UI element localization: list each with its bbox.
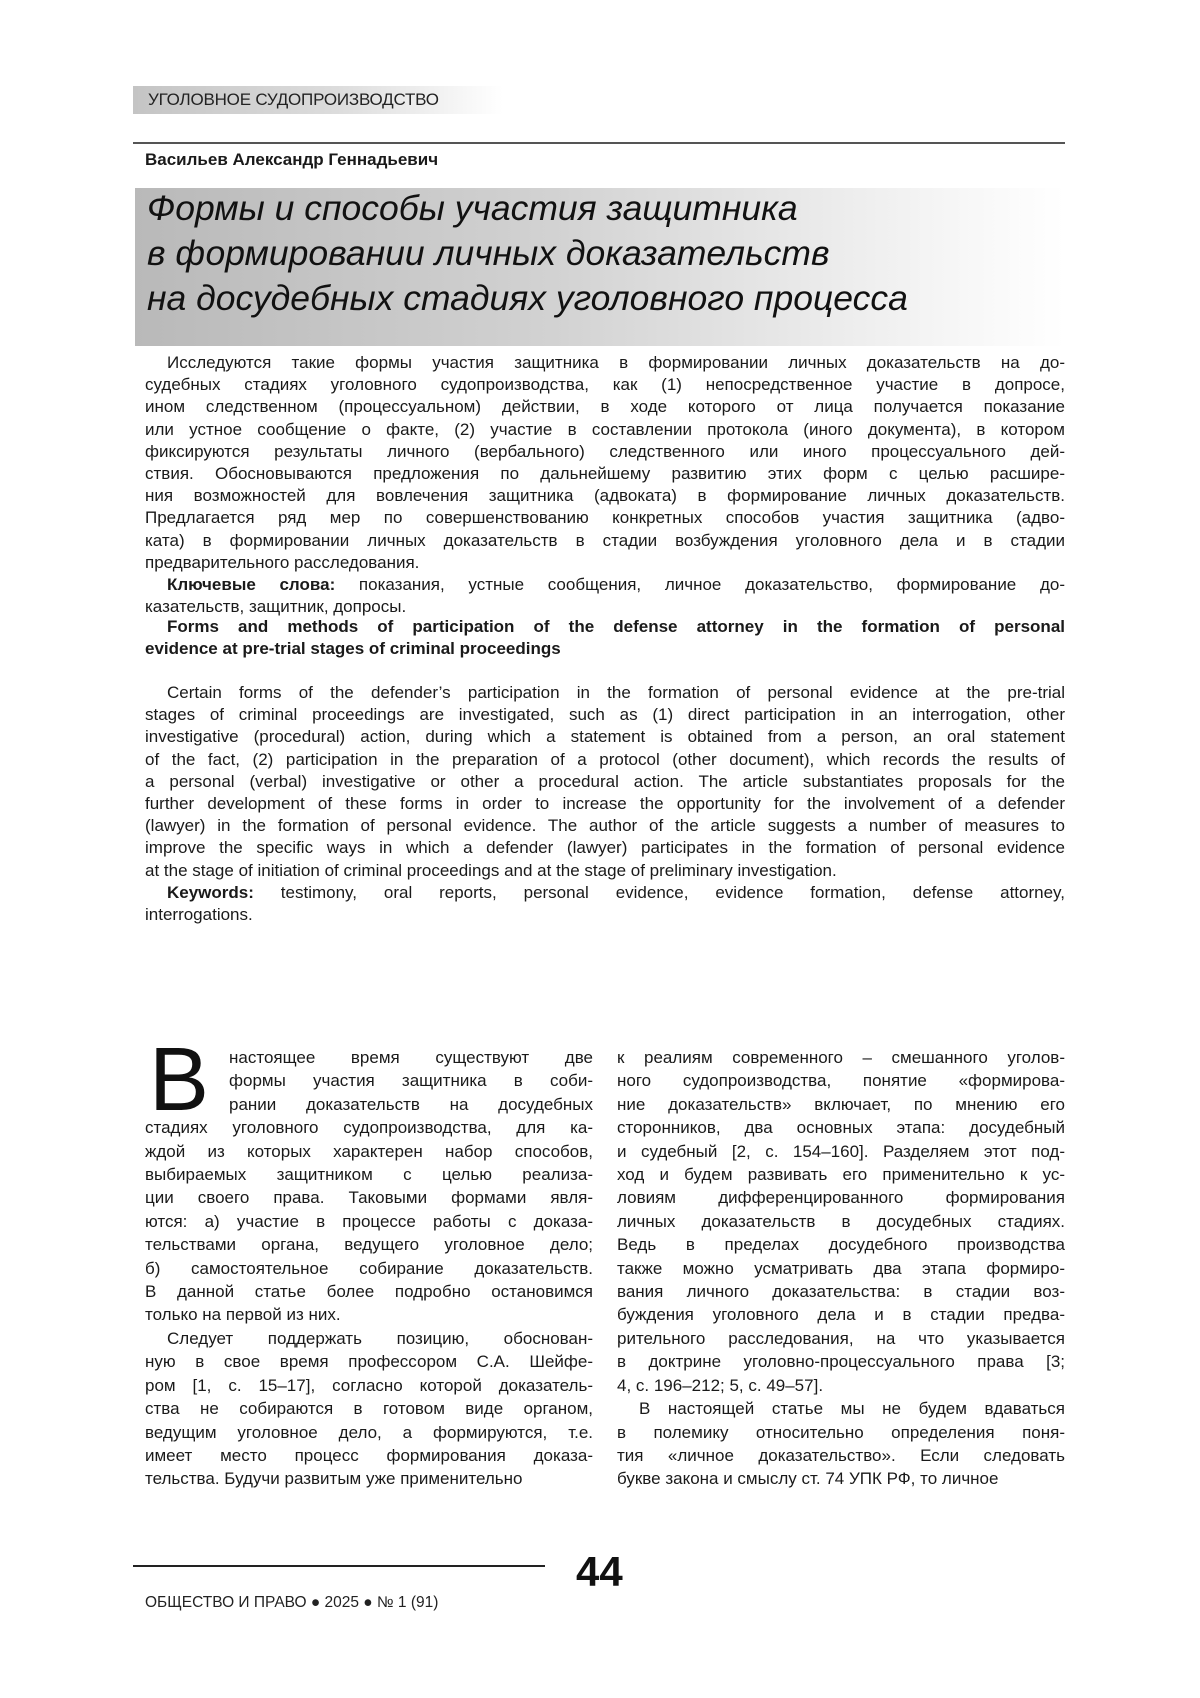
text-line: б) самостоятельное собирание доказательств. [145,1257,593,1280]
text-line: имеет место процесс формирования доказа- [145,1444,593,1467]
text-line: фиксируются результаты личного (вербального) следственного или иного процессуального дей- [145,441,1065,463]
text-line: ние доказательств» включает, по мнению его [617,1093,1065,1116]
text-line: только на первой из них. [145,1303,593,1326]
text-line: выбираемых защитником с целью реализа- [145,1163,593,1186]
text-line: ловиям дифференцированного формирования [617,1186,1065,1209]
title-line: на досудебных стадиях уголовного процесса [147,278,908,319]
paragraph [617,1046,1065,1397]
text-line: судебных стадиях уголовного судопроизводства, как (1) непосредственное участие в допросе, [145,374,1065,396]
section-rubric [133,86,503,114]
text-line: Ведь в пределах досудебного производства [617,1233,1065,1256]
text-line: ства не собираются в готовом виде органом, [145,1397,593,1420]
text-line: настоящее время существуют две [145,1046,593,1069]
article-title-en [145,616,1065,660]
text-line: букве закона и смыслу ст. 74 УПК РФ, то личное [617,1467,1065,1490]
text-line: of the fact, (2) participation in the preparation of a protocol (other document), which records the results of [145,749,1065,771]
keywords-ru-line: казательств, защитник, допросы. [145,596,1065,618]
text-line: к реалиям современного – смешанного уголов- [617,1046,1065,1069]
text-line: формы участия защитника в соби- [145,1069,593,1092]
title-en-line: evidence at pre-trial stages of criminal proceedings [145,638,1065,660]
text-line: и судебный [2, с. 154–160]. Разделяем этот под- [617,1140,1065,1163]
text-line: improve the specific ways in which a defender (lawyer) participates in the formation of personal evidence [145,837,1065,859]
text-line: рительного расследования, на что указывается [617,1327,1065,1350]
text-line: a personal (verbal) investigative or other a procedural action. The article substantiates proposals for the [145,771,1065,793]
text-line: ную в свое время профессором С.А. Шейфе- [145,1350,593,1373]
text-line: Предлагается ряд мер по совершенствованию конкретных способов участия защитника (адво- [145,507,1065,529]
abstract-en-text [145,682,1065,882]
text-line: ведущим уголовное дело, а формируются, т.е. [145,1421,593,1444]
keywords-ru-text: показания, устные сообщения, личное доказательство, формирование до- [335,575,1065,594]
abstract-en [145,682,1065,926]
header-divider [133,142,1065,144]
drop-cap: В [149,1044,229,1114]
title-en-line: Forms and methods of participation of the defense attorney in the formation of personal [145,616,1065,638]
text-line: 4, с. 196–212; 5, с. 49–57]. [617,1374,1065,1397]
text-line: В настоящей статье мы не будем вдаваться [617,1397,1065,1420]
article-title [135,188,1065,346]
text-line: предварительного расследования. [145,552,1065,574]
keywords-en-text: testimony, oral reports, personal evidence, evidence formation, defense attorney, [254,883,1065,902]
text-line: Certain forms of the defender’s participation in the formation of personal evidence at the pre-trial [145,682,1065,704]
paragraph [617,1397,1065,1491]
text-line: стадиях уголовного судопроизводства, для ка- [145,1116,593,1139]
text-line: Исследуются такие формы участия защитника в формировании личных доказательств на до- [145,352,1065,374]
body-right-text [617,1046,1065,1491]
paragraph [145,1327,593,1491]
keywords-ru-line [145,574,1065,596]
text-line: ром [1, с. 15–17], согласно которой доказатель- [145,1374,593,1397]
text-line: ход и будем развивать его применительно к ус- [617,1163,1065,1186]
text-line: ются: а) участие в процессе работы с доказа- [145,1210,593,1233]
text-line: ствия. Обосновываются предложения по дальнейшему развитию этих форм с целью расшире- [145,463,1065,485]
title-line: Формы и способы участия защитника [147,188,798,229]
journal-info: ОБЩЕСТВО И ПРАВО ● 2025 ● № 1 (91) [145,1594,438,1612]
keywords-en-label: Keywords: [167,883,254,902]
text-line: вания личного доказательства: в стадии воз- [617,1280,1065,1303]
author-name: Васильев Александр Геннадьевич [145,150,438,170]
text-line: В данной статье более подробно остановимся [145,1280,593,1303]
text-line: рании доказательств на досудебных [145,1093,593,1116]
text-line: Следует поддержать позицию, обоснован- [145,1327,593,1350]
text-line: investigative (procedural) action, during which a statement is obtained from a person, an oral statement [145,726,1065,748]
text-line: в полемику относительно определения поня- [617,1421,1065,1444]
text-line: ката) в формировании личных доказательств в стадии возбуждения уголовного дела и в стадии [145,530,1065,552]
footer-divider [133,1565,545,1567]
text-line: в доктрине уголовно-процессуального права [3; [617,1350,1065,1373]
page-number: 44 [576,1548,623,1596]
text-line: тельствами органа, ведущего уголовное дело; [145,1233,593,1256]
text-line: буждения уголовного дела и в стадии предва- [617,1303,1065,1326]
text-line: ином следственном (процессуальном) действии, в ходе которого от лица получается показание [145,396,1065,418]
body-column-left [145,1046,593,1491]
text-line: ного судопроизводства, понятие «формирова- [617,1069,1065,1092]
text-line: также можно усматривать два этапа формиро- [617,1257,1065,1280]
text-line: (lawyer) in the formation of personal evidence. The author of the article suggests a number of measures to [145,815,1065,837]
text-line: или устное сообщение о факте, (2) участие в составлении протокола (иного документа), в котором [145,419,1065,441]
title-line: в формировании личных доказательств [147,233,830,274]
keywords-ru-label: Ключевые слова: [167,575,335,594]
text-line: further development of these forms in order to increase the opportunity for the involvement of a defender [145,793,1065,815]
text-line: ции своего права. Таковыми формами явля- [145,1186,593,1209]
section-rubric-label: УГОЛОВНОЕ СУДОПРОИЗВОДСТВО [148,90,439,110]
keywords-en-line [145,882,1065,904]
text-line: тельства. Будучи развитым уже применительно [145,1467,593,1490]
body-column-right [617,1046,1065,1491]
abstract-ru [145,352,1065,618]
text-line: ждой из которых характерен набор способов, [145,1140,593,1163]
text-line: сторонников, два основных этапа: досудебный [617,1116,1065,1139]
text-line: at the stage of initiation of criminal proceedings and at the stage of preliminary investigation. [145,860,1065,882]
text-line: stages of criminal proceedings are investigated, such as (1) direct participation in an interrogation, other [145,704,1065,726]
text-line: личных доказательств в досудебных стадиях. [617,1210,1065,1233]
abstract-ru-text [145,352,1065,574]
text-line: ния возможностей для вовлечения защитника (адвоката) в формирование личных доказательств. [145,485,1065,507]
text-line: тия «личное доказательство». Если следовать [617,1444,1065,1467]
keywords-en-line: interrogations. [145,904,1065,926]
